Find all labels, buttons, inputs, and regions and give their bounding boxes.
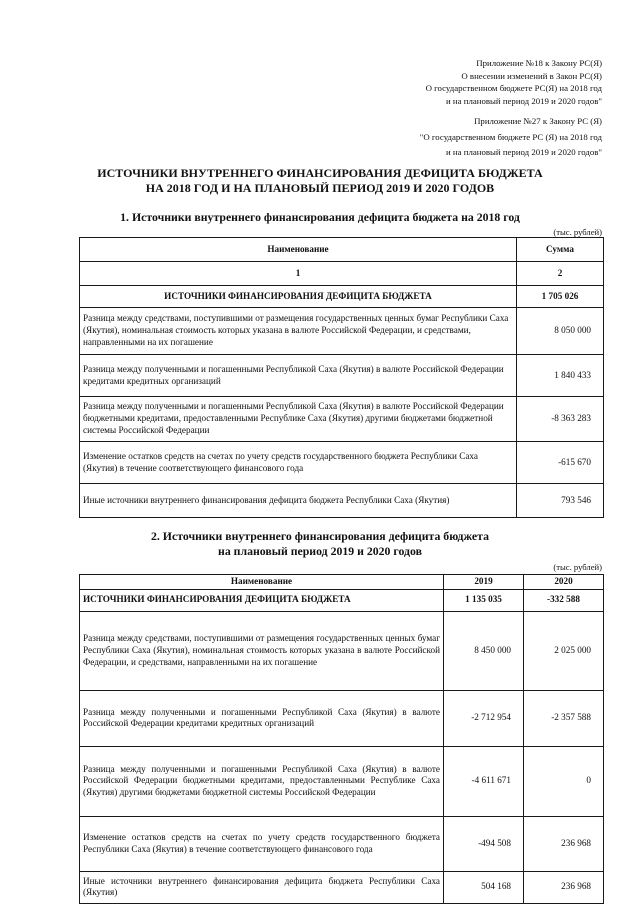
- row-value: -615 670: [517, 442, 604, 484]
- row-label: Разница между полученными и погашенными Республикой Саха (Якутия) в валюте Российской Федерации кредитами кредитных организаций: [80, 355, 517, 397]
- row-value: 8 050 000: [517, 308, 604, 355]
- table-row: [80, 442, 604, 484]
- row-label: Иные источники внутреннего финансирования дефицита бюджета Республики Саха (Якутия): [80, 871, 444, 903]
- table-row: [80, 611, 604, 690]
- column-number: 2: [517, 262, 604, 286]
- row-value: 793 546: [517, 484, 604, 518]
- row-value-2020: 2 025 000: [524, 611, 604, 690]
- row-label: Изменение остатков средств на счетах по учету средств государственного бюджета Республики Саха (Якутия) в течение соответствующего финансового года: [80, 816, 444, 871]
- header-line: Приложение №27 к Закону РС (Я): [474, 116, 602, 126]
- total-value: 1 705 026: [517, 286, 604, 308]
- row-value-2019: -2 712 954: [444, 690, 524, 746]
- table-row: [80, 308, 604, 355]
- header-line: Приложение №18 к Закону РС(Я): [476, 58, 602, 68]
- row-label: Разница между средствами, поступившими от размещения государственных ценных бумаг Республики Саха (Якутия), номинальная стоимость которых указана в валюте Российской Федерации, и средствами, направленными на их погашение: [80, 611, 444, 690]
- section-2-table: [79, 574, 604, 904]
- row-value-2020: -2 357 588: [524, 690, 604, 746]
- row-label: Изменение остатков средств на счетах по учету средств государственного бюджета Республики Саха (Якутия) в течение соответствующего финансового года: [80, 442, 517, 484]
- row-label: Разница между полученными и погашенными Республикой Саха (Якутия) в валюте Российской Федерации бюджетными кредитами, предоставленными Республике Саха (Якутия) другими бюджетами бюджетной системы Российской Федерации: [80, 746, 444, 816]
- row-value-2020: 0: [524, 746, 604, 816]
- header-line: О внесении изменений в Закон РС(Я): [461, 70, 602, 81]
- total-row: [80, 589, 604, 611]
- header-line: "О государственном бюджете РС (Я) на 2018 год: [419, 131, 602, 142]
- section-2-unit: (тыс. рублей): [553, 562, 602, 572]
- row-label: Иные источники внутреннего финансирования дефицита бюджета Республики Саха (Якутия): [80, 484, 517, 518]
- header-line: и на плановый период 2019 и 2020 годов": [446, 95, 602, 106]
- column-number-row: [80, 262, 604, 286]
- document-title: [0, 166, 640, 196]
- section-1-unit: (тыс. рублей): [553, 227, 602, 237]
- table-row: [80, 746, 604, 816]
- total-label: ИСТОЧНИКИ ФИНАНСИРОВАНИЯ ДЕФИЦИТА БЮДЖЕТА: [80, 286, 517, 308]
- row-value-2020: 236 968: [524, 871, 604, 903]
- column-header-sum: Сумма: [517, 238, 604, 262]
- header-line: О государственном бюджете РС(Я) на 2018 год: [425, 83, 602, 94]
- column-header-name: Наименование: [80, 238, 517, 262]
- section-2-title-line-2: на плановый период 2019 и 2020 годов: [218, 544, 422, 558]
- row-value-2020: 236 968: [524, 816, 604, 871]
- column-header-2019: 2019: [444, 575, 524, 590]
- section-2-title-line-1: 2. Источники внутреннего финансирования дефицита бюджета: [151, 529, 489, 543]
- title-line-2: НА 2018 ГОД И НА ПЛАНОВЫЙ ПЕРИОД 2019 И 2020 ГОДОВ: [145, 181, 495, 195]
- section-1-title: 1. Источники внутреннего финансирования дефицита бюджета на 2018 год: [120, 210, 520, 224]
- column-header-2020: 2020: [524, 575, 604, 590]
- appendix-header-a: [426, 57, 602, 107]
- table-row: [80, 816, 604, 871]
- table-header-row: [80, 575, 604, 590]
- total-value-2020: -332 588: [524, 589, 604, 611]
- column-header-name: Наименование: [80, 575, 444, 590]
- row-value-2019: -4 611 671: [444, 746, 524, 816]
- table-row: [80, 871, 604, 903]
- row-value: -8 363 283: [517, 397, 604, 442]
- column-number: 1: [80, 262, 517, 286]
- row-value-2019: -494 508: [444, 816, 524, 871]
- row-label: Разница между полученными и погашенными Республикой Саха (Якутия) в валюте Российской Федерации бюджетными кредитами, предоставленными Республике Саха (Якутия) другими бюджетами бюджетной системы Российской Федерации: [80, 397, 517, 442]
- table-row: [80, 397, 604, 442]
- title-line-1: ИСТОЧНИКИ ВНУТРЕННЕГО ФИНАНСИРОВАНИЯ ДЕФИЦИТА БЮДЖЕТА: [97, 166, 543, 180]
- total-label: ИСТОЧНИКИ ФИНАНСИРОВАНИЯ ДЕФИЦИТА БЮДЖЕТА: [80, 589, 444, 611]
- row-label: Разница между средствами, поступившими от размещения государственных ценных бумаг Республики Саха (Якутия), номинальная стоимость которых указана в валюте Российской Федерации, и средствами, направленными на их погашение: [80, 308, 517, 355]
- row-value-2019: 504 168: [444, 871, 524, 903]
- appendix-header-b: [420, 115, 602, 159]
- table-row: [80, 484, 604, 518]
- total-row: [80, 286, 604, 308]
- row-value: 1 840 433: [517, 355, 604, 397]
- total-value-2019: 1 135 035: [444, 589, 524, 611]
- row-value-2019: 8 450 000: [444, 611, 524, 690]
- table-row: [80, 690, 604, 746]
- header-line: и на плановый период 2019 и 2020 годов": [446, 147, 602, 158]
- table-header-row: [80, 238, 604, 262]
- section-2-title: [0, 529, 640, 559]
- section-1-table: [79, 237, 604, 518]
- table-row: [80, 355, 604, 397]
- row-label: Разница между полученными и погашенными Республикой Саха (Якутия) в валюте Российской Федерации кредитами кредитных организаций: [80, 690, 444, 746]
